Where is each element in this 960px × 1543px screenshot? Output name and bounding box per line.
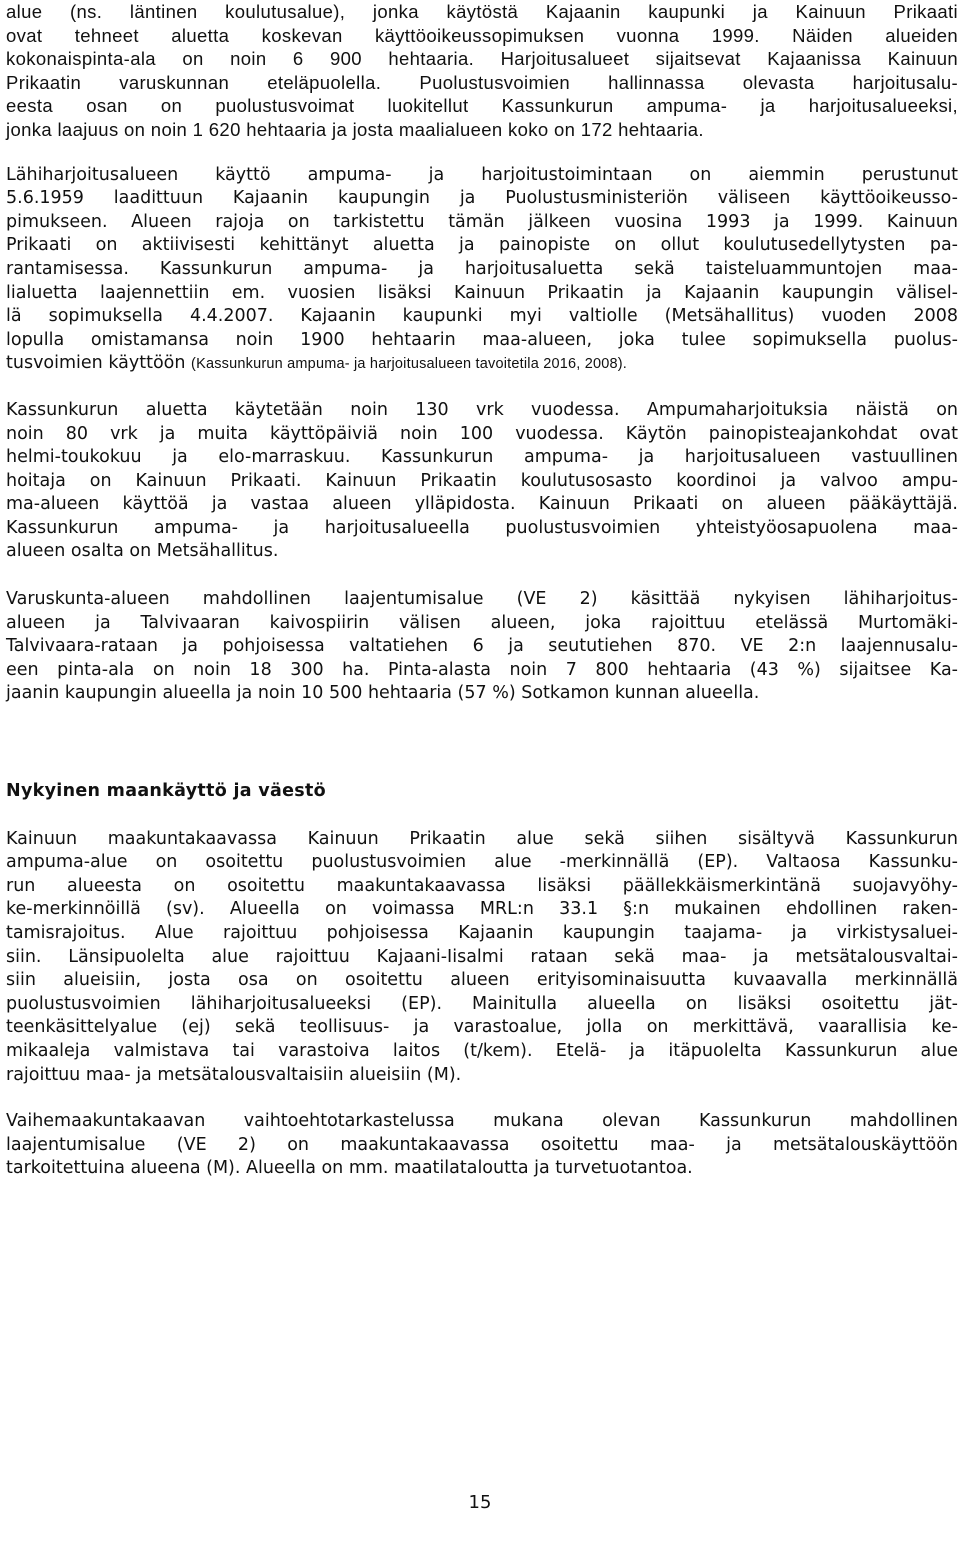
- text-line: 5.6.1959 laadittuun Kajaanin kaupungin ja Puolustusministeriön väliseen käyttöoikeusso-: [6, 188, 958, 209]
- text-line: pimukseen. Alueen rajoja on tarkistettu tämän jälkeen vuosina 1993 ja 1999. Kainuun: [6, 211, 958, 232]
- text-line: teenkäsittelyalue (ej) sekä teollisuus- ja varastoalue, jolla on merkittävä, vaarallisia ke-: [6, 1017, 958, 1038]
- text-line: eesta osan on puolustusvoimat luokitellut Kassunkurun ampuma- ja harjoitusalueeksi,: [6, 95, 958, 117]
- text-line: [6, 352, 958, 376]
- text-line: Prikaatin varuskunnan eteläpuolella. Puolustusvoimien hallinnassa olevasta harjoitusalu-: [6, 71, 958, 93]
- text-line: ke-merkinnöillä (sv). Alueella on voimassa MRL:n 33.1 §:n mukainen ehdollinen raken-: [6, 899, 958, 920]
- text-line: noin 80 vrk ja muita käyttöpäiviä noin 100 vuodessa. Käytön painopisteajankohdat ovat: [6, 423, 958, 444]
- text-line: siin. Länsipuolelta alue rajoittuu Kajaani-Iisalmi rataan sekä maa- ja metsätalousvaltai-: [6, 946, 958, 967]
- text-line: alueen osalta on Metsähallitus.: [6, 541, 279, 562]
- text-line: rajoittuu maa- ja metsätalousvaltaisiin alueisiin (M).: [6, 1064, 462, 1085]
- text-line: puolustusvoimien lähiharjoitusalueeksi (EP). Mainitulla alueella on lisäksi osoitettu jät-: [6, 993, 958, 1014]
- text-segment: tusvoimien käyttöön: [6, 353, 186, 374]
- text-line: alue (ns. läntinen koulutusalue), jonka käytöstä Kajaanin kaupunki ja Kainuun Prikaati: [6, 1, 958, 22]
- text-line: Kainuun maakuntakaavassa Kainuun Prikaatin alue sekä siihen sisältyvä Kassunkurun: [6, 828, 958, 849]
- paragraph-4: [6, 588, 958, 706]
- document-page: [6, 0, 958, 1181]
- text-line: laajentumisalue (VE 2) on maakuntakaavassa osoitettu maa- ja metsätalouskäyttöön: [6, 1134, 958, 1155]
- text-line: Talvivaara-rataan ja pohjoisessa valtatiehen 6 ja seututiehen 870. VE 2:n laajennusalu-: [6, 636, 958, 657]
- text-line: een pinta-ala on noin 18 300 ha. Pinta-alasta noin 7 800 hehtaaria (43 %) sijaitsee Ka-: [6, 659, 958, 680]
- text-line: ampuma-alue on osoitettu puolustusvoimien alue -merkinnällä (EP). Valtaosa Kassunku-: [6, 852, 958, 873]
- text-line: jonka laajuus on noin 1 620 hehtaaria ja josta maalialueen koko on 172 hehtaaria.: [6, 118, 704, 140]
- text-line: rantamisessa. Kassunkurun ampuma- ja harjoitusaluetta sekä taisteluammuntojen maa-: [6, 258, 958, 279]
- paragraph-5: [6, 828, 958, 1088]
- text-line: tarkoitettuina alueena (M). Alueella on mm. maatilataloutta ja turvetuotantoa.: [6, 1158, 693, 1179]
- section-heading: Nykyinen maankäyttö ja väestö: [6, 781, 326, 802]
- text-line: alueen ja Talvivaaran kaivospiirin välisen alueen, joka rajoittuu etelässä Murtomäki-: [6, 612, 958, 633]
- text-line: lialuetta laajennettiin em. vuosien lisäksi Kainuun Prikaatin ja Kajaanin kaupungin välisel-: [6, 282, 958, 303]
- text-line: siin alueisiin, josta osa on osoitettu alueen erityisominaisuutta kuvaavalla merkinnällä: [6, 970, 958, 991]
- text-line: Varuskunta-alueen mahdollinen laajentumisalue (VE 2) käsittää nykyisen lähiharjoitus-: [6, 589, 958, 610]
- text-line: Kassunkurun aluetta käytetään noin 130 vrk vuodessa. Ampumaharjoituksia näistä on: [6, 399, 958, 420]
- text-line: run alueesta on osoitettu maakuntakaavassa lisäksi päällekkäismerkintänä suojavyöhy-: [6, 875, 958, 896]
- text-line: tamisrajoitus. Alue rajoittuu pohjoisessa Kajaanin kaupungin taajama- ja virkistysaluei-: [6, 923, 958, 943]
- text-line: ovat tehneet aluetta koskevan käyttöoikeussopimuksen vuonna 1999. Näiden alueiden: [6, 24, 958, 46]
- text-line: ma-alueen käyttöä ja vastaa alueen ylläpidosta. Kainuun Prikaati on alueen pääkäyttäjä.: [6, 494, 958, 515]
- paragraph-3: [6, 399, 958, 564]
- text-line: helmi-toukokuu ja elo-marraskuu. Kassunkurun ampuma- ja harjoitusalueen vastuullinen: [6, 447, 958, 468]
- text-line: Kassunkurun ampuma- ja harjoitusalueella puolustusvoimien yhteistyöosapuolena maa-: [6, 517, 958, 538]
- text-line: kokonaispinta-ala on noin 6 900 hehtaaria. Harjoitusalueet sijaitsevat Kajaanissa Kainuun: [6, 48, 958, 70]
- source-citation: (Kassunkurun ampuma- ja harjoitusalueen tavoitetila 2016, 2008).: [191, 356, 628, 373]
- text-line: lopulla omistamansa noin 1900 hehtaarin maa-alueen, joka tulee sopimuksella puolus-: [6, 329, 958, 350]
- text-line: Vaihemaakuntakaavan vaihtoehtotarkastelussa mukana olevan Kassunkurun mahdollinen: [6, 1111, 958, 1132]
- paragraph-6: [6, 1110, 958, 1181]
- text-line: Prikaati on aktiivisesti kehittänyt aluetta ja painopiste on ollut koulutusedellytysten pa-: [6, 235, 958, 256]
- text-line: hoitaja on Kainuun Prikaati. Kainuun Prikaatin koulutusosasto koordinoi ja valvoo ampu-: [6, 470, 958, 491]
- paragraph-2: [6, 164, 958, 376]
- text-line: mikaaleja valmistava tai varastoiva laitos (t/kem). Etelä- ja itäpuolelta Kassunkurun alue: [6, 1040, 958, 1061]
- text-line: lä sopimuksella 4.4.2007. Kajaanin kaupunki myi valtiolle (Metsähallitus) vuoden 2008: [6, 306, 958, 327]
- text-line: Lähiharjoitusalueen käyttö ampuma- ja harjoitustoimintaan on aiemmin perustunut: [6, 164, 958, 185]
- page-number: 15: [468, 1492, 492, 1513]
- paragraph-1: [6, 0, 958, 142]
- text-line: jaanin kaupungin alueella ja noin 10 500 hehtaaria (57 %) Sotkamon kunnan alueella.: [6, 683, 760, 704]
